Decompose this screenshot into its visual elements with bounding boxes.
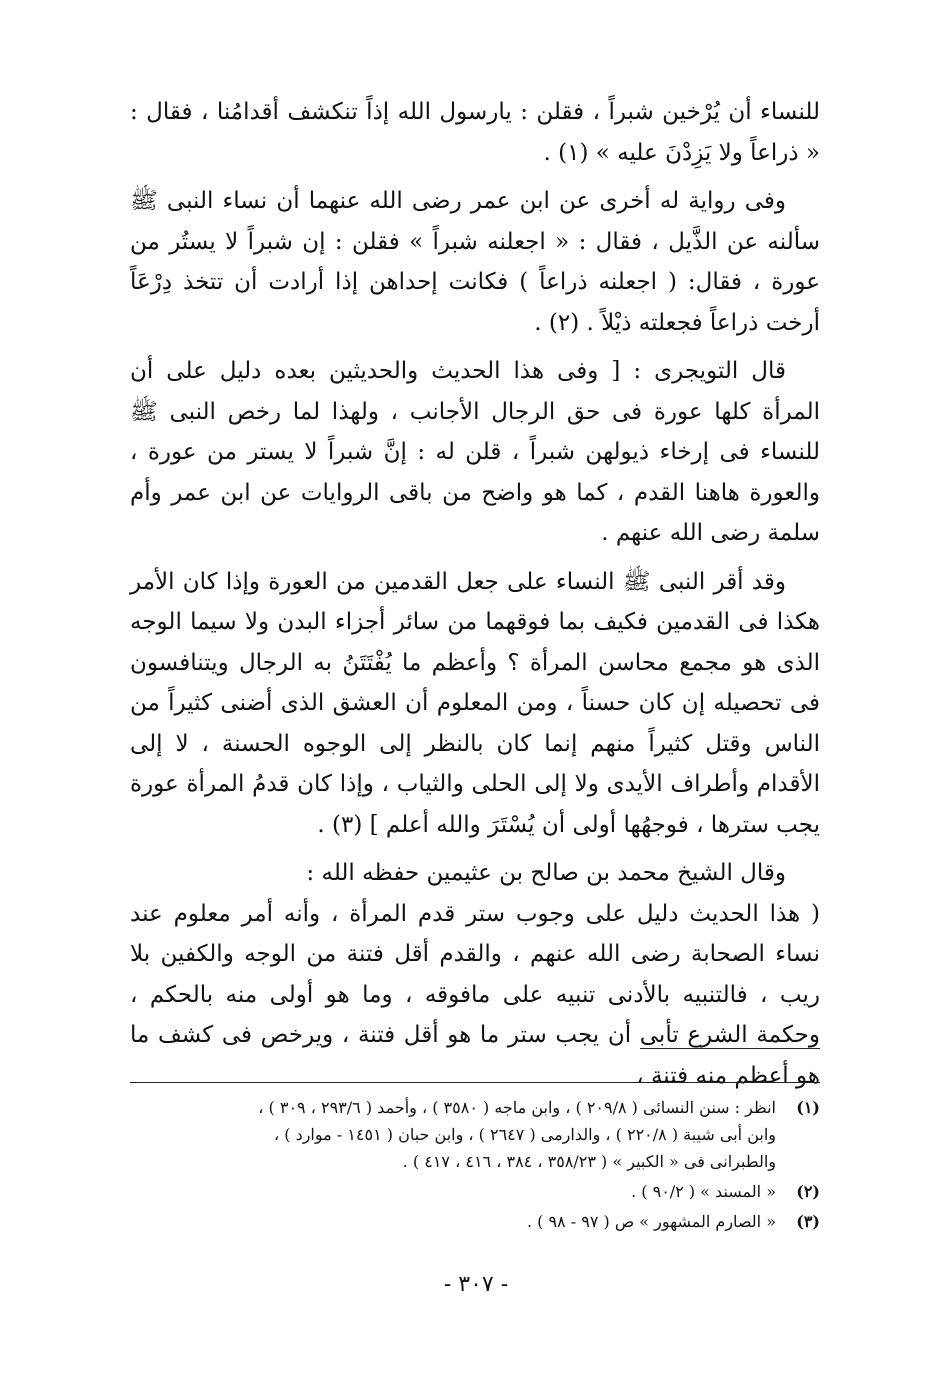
paragraph-3: قال التويجرى : [ وفى هذا الحديث والحديثين بعده دليل على أن المرأة كلها عورة فى حق الرجال الأجانب ، ولهذا لما رخص النبى ﷺ للنساء فى إرخاء ذيولهن شبراً ، قلن له : إنَّ شبراً لا يستر من عورة ، والعورة هاهنا القدم ، كما هو واضح من باقى الروايات عن ابن عمر وأم سلمة رضى الله عنهم .	[130, 358, 820, 546]
footnote-3	[130, 1208, 820, 1235]
footnote-separator	[130, 1082, 820, 1083]
footnote-line: « الصارم المشهور » ص ( ٩٧ - ٩٨ ) .	[526, 1212, 776, 1231]
paragraph-1: للنساء أن يُرْخين شبراً ، فقلن : يارسول الله إذاً تنكشف أقدامُنا ، فقال : « ذراعاً ولا يَزِدْنَ عليه » (١) .	[130, 99, 820, 166]
footnote-number: (٢)	[796, 1182, 820, 1201]
footnote-text	[130, 1094, 776, 1175]
footnote-text	[130, 1178, 776, 1205]
paragraph-4: وقد أقر النبى ﷺ النساء على جعل القدمين من العورة وإذا كان الأمر هكذا فى القدمين فكيف بما فوقهما من سائر أجزاء البدن ولا سيما الوجه الذى هو مجمع محاسن المرأة ؟ وأعظم ما يُفْتَتَنُ به الرجال ويتنافسون فى تحصيله إن كان حسناً ، ومن المعلوم أن العشق الذى أضنى كثيراً من الناس وقتل كثيراً منهم إنما كان بالنظر إلى الوجوه الحسنة ، لا إلى الأقدام وأطراف الأيدى ولا إلى الحلى والثياب ، وإذا كان قدمُ المرأة عورة يجب سترها ، فوجهُها أولى أن يُسْتَرَ والله أعلم ] (٣) .	[130, 568, 820, 838]
footnotes	[130, 1094, 820, 1238]
paragraph-2: وفى رواية له أخرى عن ابن عمر رضى الله عنهما أن نساء النبى ﷺ سألنه عن الذَّيل ، فقال : « اجعلنه شبراً » فقلن : إن شبراً لا يستُر من عورة ، فقال: ( اجعلنه ذراعاً ) فكانت إحداهن إذا أرادت أن تتخذ دِرْعَاً أرخت ذراعاً فجعلته ذيْلاً . (٢) .	[130, 188, 820, 336]
paragraph-6: ( هذا الحديث دليل على وجوب ستر قدم المرأة ، وأنه أمر معلوم عند نساء الصحابة رضى الله عنهم ، والقدم أقل فتنة من الوجه والكفين بلا ريب ، فالتنبيه بالأدنى تنبيه على مافوقه ، وما هو أولى منه بالحكم ، وحكمة الشرع تأبى أن يجب ستر ما هو أقل فتنة ، ويرخص فى كشف ما هو أعظم منه فتنة ،	[130, 900, 820, 1089]
underline-rule	[640, 1048, 820, 1049]
footnote-line: والطبرانى فى « الكبير » ( ٣٥٨/٢٣ ، ٣٨٤ ، ٤١٦ ، ٤١٧ ) .	[402, 1152, 776, 1171]
footnote-1	[130, 1094, 820, 1175]
footnote-text	[130, 1208, 776, 1235]
footnote-line: « المسند » ( ٩٠/٢ ) .	[631, 1182, 776, 1201]
paragraph-5: وقال الشيخ محمد بن صالح بن عثيمين حفظه الله :	[306, 860, 786, 886]
footnote-line: وابن أبى شيبة ( ٢٢٠/٨ ) ، والدارمى ( ٢٦٤٧ ) ، وابن حبان ( ١٤٥١ - موارد ) ،	[274, 1125, 776, 1144]
footnote-number: (١)	[796, 1098, 820, 1117]
page-number: - ٣٠٧ -	[443, 1272, 509, 1297]
footnote-line: انظر : سنن النسائى ( ٢٠٩/٨ ) ، وابن ماجه ( ٣٥٨٠ ) ، وأحمد ( ٢٩٣/٦ ، ٣٠٩ ) ،	[258, 1098, 776, 1117]
page-body	[130, 92, 820, 1104]
footnote-2	[130, 1178, 820, 1205]
footnote-number: (٣)	[796, 1212, 820, 1231]
